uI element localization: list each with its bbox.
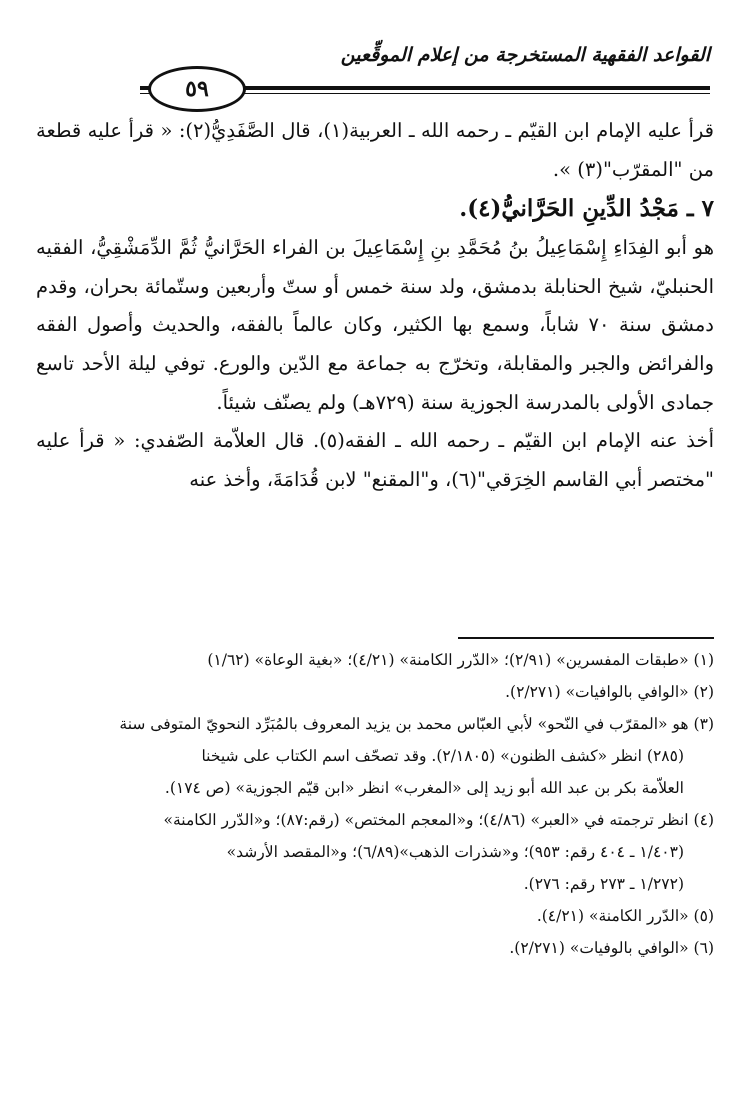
footnote-4: (٤) انظر ترجمته في «العبر» (٤/٨٦)؛ و«المعجم المختص» (رقم:٨٧)؛ و«الدّرر الكامنة» (١/٤٠٣ ـ ٤٠٤ رقم: ٩٥٣)؛ و«شذرات الذهب»(٦/٨٩)؛ و«المقصد الأرشد» (١/٢٧٢ ـ ٢٧٣ رقم: ٢٧٦).	[163, 811, 714, 893]
section-heading: ٧ ـ مَجْدُ الدِّينِ الحَرَّانيُّ(٤).	[459, 195, 714, 223]
paragraph-1: قرأ عليه الإمام ابن القيّم ـ رحمه الله ـ العربية(١)، قال الصَّفَدِيُّ(٢): « قرأ عليه قطعة من "المقرّب"(٣) ».	[36, 119, 714, 181]
page-number: ٥٩	[148, 66, 246, 112]
footnote-2: (٢) «الوافي بالوافيات» (٢/٢٧١).	[505, 683, 714, 701]
footnote-1: (١) «طبقات المفسرين» (٢/٩١)؛ «الدّرر الكامنة» (٤/٢١)؛ «بغية الوعاة» (١/٦٢)	[207, 651, 714, 669]
footnotes	[36, 644, 714, 964]
footnote-5: (٥) «الدّرر الكامنة» (٤/٢١).	[536, 907, 714, 925]
footnote-6: (٦) «الوافي بالوفيات» (٢/٢٧١).	[509, 939, 714, 957]
paragraph-3: أخذ عنه الإمام ابن القيّم ـ رحمه الله ـ الفقه(٥). قال العلاّمة الصّفدي: « قرأ عليه "مختصر أبي القاسم الخِرَقي"(٦)، و"المقنع" لابن قُدَامَةَ، وأخذ عنه	[36, 429, 714, 491]
book-title: القواعد الفقهية المستخرجة من إعلام الموقِّعين	[340, 44, 710, 66]
main-text	[36, 112, 714, 499]
footnote-3: (٣) هو «المقرّب في النّحو» لأبي العبّاس محمد بن يزيد المعروف بالمُبَرِّد النحويّ المتوفى سنة (٢٨٥) انظر «كشف الظنون» (٢/١٨٠٥). وقد تصحّف اسم الكتاب على شيخنا العلاّمة بكر بن عبد الله أبو زيد إلى «المغرب» انظر «ابن قيّم الجوزية» (ص ١٧٤).	[119, 715, 714, 797]
paragraph-2: هو أبو الفِدَاءِ إِسْمَاعِيلُ بنُ مُحَمَّدِ بنِ إِسْمَاعِيلَ بن الفراء الحَرَّانيُّ ثُمَّ الدِّمَشْقِيُّ، الفقيه الحنبليّ، شيخ الحنابلة بدمشق، ولد سنة خمس أو ستّ وأربعين وستّمائة بحران، وقدم دمشق سنة ٧٠ شاباً، وسمع بها الكثير، وكان عالماً بالفقه، والحديث وأصول الفقه والفرائض والجبر والمقابلة، وتخرّج به جماعة مع الدّين والورع. توفي ليلة الأحد تاسع جمادى الأولى بالمدرسة الجوزية سنة (٧٢٩هـ) ولم يصنّف شيئاً.	[36, 236, 714, 414]
footnote-separator	[458, 637, 714, 639]
